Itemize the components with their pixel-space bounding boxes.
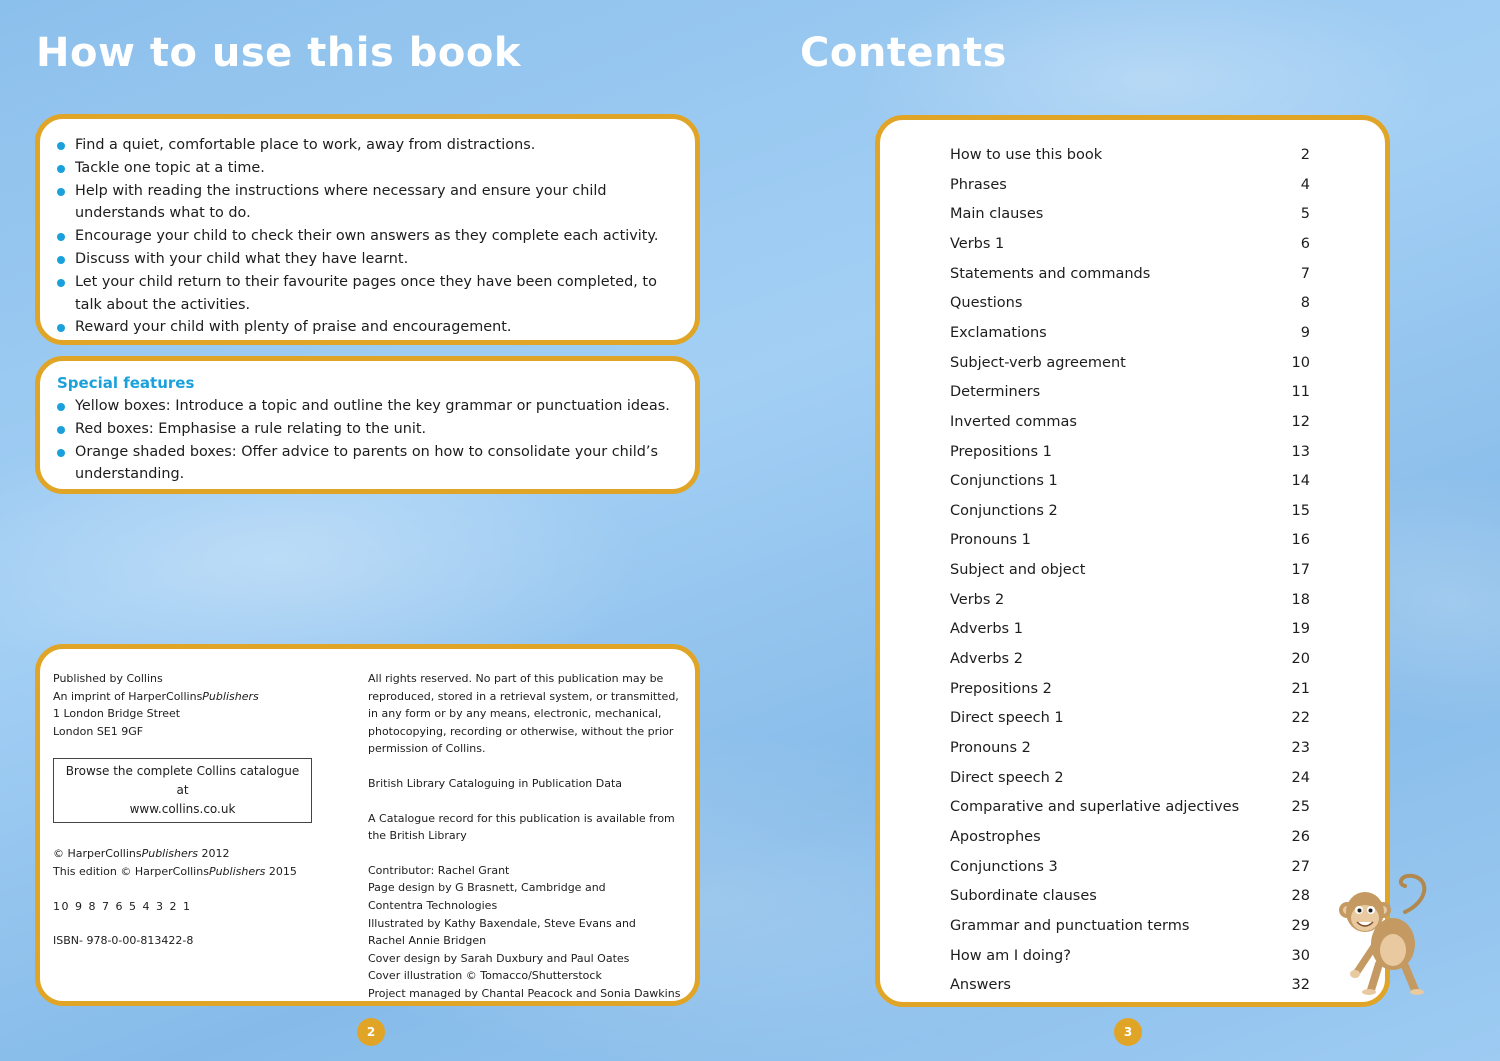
special-features-box	[35, 356, 700, 494]
special-features-list	[57, 395, 679, 486]
contents-page-number: 18	[1291, 591, 1310, 608]
special-feature-item: Red boxes: Emphasise a rule relating to the unit.	[57, 418, 679, 441]
contents-title: Direct speech 2	[950, 769, 1064, 786]
contents-row	[950, 411, 1310, 433]
credits-list	[368, 862, 690, 1003]
contents-row	[950, 648, 1310, 670]
contents-row	[950, 678, 1310, 700]
published-by: Published by Collins	[53, 672, 163, 685]
credit-line: Contentra Technologies	[368, 898, 498, 912]
contents-title: How am I doing?	[950, 947, 1071, 964]
contents-row	[950, 203, 1310, 225]
tips-box	[35, 114, 700, 345]
credit-line: Page design by G Brasnett, Cambridge and	[368, 881, 606, 895]
tip-item: Reward your child with plenty of praise and encouragement.	[57, 316, 679, 339]
credit-line: Rachel Annie Bridgen	[368, 934, 487, 948]
publisher-box	[35, 644, 700, 1006]
print-line: 10 9 8 7 6 5 4 3 2 1	[53, 899, 192, 913]
contents-row	[950, 174, 1310, 196]
special-feature-item: Yellow boxes: Introduce a topic and outline the key grammar or punctuation ideas.	[57, 395, 679, 418]
contents-row	[950, 589, 1310, 611]
contents-row	[950, 144, 1310, 166]
contents-title: Inverted commas	[950, 413, 1077, 430]
catalogue-record: A Catalogue record for this publication is available from the British Library	[368, 811, 675, 843]
tips-list	[57, 134, 679, 339]
contents-title: Conjunctions 3	[950, 858, 1058, 875]
tip-item: Tackle one topic at a time.	[57, 157, 679, 180]
contents-page-number: 5	[1300, 206, 1310, 223]
credit-line: Project managed by Chantal Peacock and Sonia Dawkins	[368, 986, 681, 1000]
contents-page-number: 10	[1291, 354, 1310, 371]
contents-page-number: 4	[1300, 176, 1310, 193]
contents-title: Pronouns 1	[950, 532, 1031, 549]
contents-row	[950, 233, 1310, 255]
contents-row	[950, 292, 1310, 314]
rights-notice: All rights reserved. No part of this publication may be reproduced, stored in a retrieval system, or transmitted, in any form or by any means, electronic, mechanical, photocopying, recording or otherwise, without the prior permission of Collins.	[368, 672, 679, 756]
contents-title: Adverbs 2	[950, 651, 1023, 668]
credit-line: Illustrated by Kathy Baxendale, Steve Evans and	[368, 916, 636, 930]
tip-item: Help with reading the instructions where necessary and ensure your child understands what to do.	[57, 180, 679, 226]
isbn: ISBN- 978-0-00-813422-8	[53, 934, 194, 948]
contents-page-number: 11	[1291, 384, 1310, 401]
contents-page-number: 26	[1291, 828, 1310, 845]
contents-page-number: 30	[1291, 947, 1310, 964]
contents-page-number: 13	[1291, 443, 1310, 460]
contents-title: Questions	[950, 295, 1023, 312]
contents-page-number: 17	[1291, 562, 1310, 579]
contents-page-number: 14	[1291, 473, 1310, 490]
publisher-right-column	[368, 670, 690, 1003]
contents-row	[950, 826, 1310, 848]
contents-page-number: 29	[1291, 917, 1310, 934]
contents-title: Subject and object	[950, 562, 1086, 579]
contents-title: How to use this book	[950, 147, 1103, 163]
contents-box	[875, 115, 1390, 1007]
credit-line: Cover illustration © Tomacco/Shutterstock	[368, 969, 602, 983]
page-number-left: 2	[357, 1018, 385, 1046]
contents-title: Grammar and punctuation terms	[950, 917, 1190, 934]
credit-line: Cover design by Sarah Duxbury and Paul Oates	[368, 951, 630, 965]
contents-page-number: 12	[1291, 413, 1310, 430]
contents-page-number: 16	[1291, 532, 1310, 549]
contents-row	[950, 441, 1310, 463]
copyright-line-1: © HarperCollinsPublishers 2012	[53, 847, 230, 861]
contents-page-number: 9	[1300, 324, 1310, 341]
page-number-right: 3	[1114, 1018, 1142, 1046]
contents-row	[950, 559, 1310, 581]
contents-title: Prepositions 2	[950, 680, 1052, 697]
monkey-illustration	[1335, 872, 1430, 997]
contents-page-number: 25	[1291, 799, 1310, 816]
contents-title: Comparative and superlative adjectives	[950, 799, 1240, 816]
tip-item: Discuss with your child what they have learnt.	[57, 248, 679, 271]
contents-page-number: 6	[1300, 235, 1310, 252]
contents-title: Subordinate clauses	[950, 888, 1097, 905]
contents-title: Determiners	[950, 384, 1041, 401]
contents-row	[950, 796, 1310, 818]
page-title-contents: Contents	[800, 30, 1007, 76]
contents-row	[950, 945, 1310, 967]
tip-item: Find a quiet, comfortable place to work, away from distractions.	[57, 134, 679, 157]
collins-website-link[interactable]: www.collins.co.uk	[129, 802, 236, 817]
contents-page-number: 15	[1291, 502, 1310, 519]
contents-page-number: 27	[1291, 858, 1310, 875]
contents-page-number: 23	[1291, 740, 1310, 756]
contents-page-number: 32	[1291, 977, 1310, 994]
contents-title: Phrases	[950, 176, 1007, 193]
contents-title: Pronouns 2	[950, 740, 1031, 756]
contents-title: Adverbs 1	[950, 621, 1023, 638]
contents-row	[950, 470, 1310, 492]
tip-item: Encourage your child to check their own answers as they complete each activity.	[57, 225, 679, 248]
browse-text: Browse the complete Collins catalogue at	[65, 764, 300, 798]
publisher-left-column	[53, 670, 333, 950]
contents-page-number: 2	[1300, 147, 1310, 163]
contents-title: Answers	[950, 977, 1011, 994]
contents-page-number: 28	[1291, 888, 1310, 905]
contents-row	[950, 915, 1310, 937]
address-line-1: 1 London Bridge Street	[53, 707, 181, 721]
tip-item: Let your child return to their favourite pages once they have been completed, to talk about the activities.	[57, 271, 679, 317]
contents-row	[950, 322, 1310, 344]
contents-page-number: 8	[1300, 295, 1310, 312]
imprint-line: An imprint of HarperCollinsPublishers	[53, 689, 259, 703]
contents-row	[950, 737, 1310, 759]
contents-title: Subject-verb agreement	[950, 354, 1126, 371]
browse-catalogue-box	[53, 758, 312, 823]
contents-page-number: 21	[1291, 680, 1310, 697]
page-title-how-to-use: How to use this book	[36, 30, 521, 76]
contents-title: Direct speech 1	[950, 710, 1064, 727]
contents-title: Statements and commands	[950, 265, 1151, 282]
contents-row	[950, 974, 1310, 996]
contents-row	[950, 263, 1310, 285]
contents-row	[950, 885, 1310, 907]
credit-line: Contributor: Rachel Grant	[368, 863, 510, 877]
contents-row	[950, 500, 1310, 522]
contents-title: Exclamations	[950, 324, 1047, 341]
contents-row	[950, 381, 1310, 403]
contents-title: Conjunctions 1	[950, 473, 1058, 490]
contents-title: Prepositions 1	[950, 443, 1052, 460]
contents-title: Verbs 1	[950, 235, 1005, 252]
contents-row	[950, 352, 1310, 374]
contents-title: Main clauses	[950, 206, 1044, 223]
contents-page-number: 22	[1291, 710, 1310, 727]
address-line-2: London SE1 9GF	[53, 724, 144, 738]
contents-row	[950, 707, 1310, 729]
contents-title: Apostrophes	[950, 828, 1041, 845]
contents-row	[950, 618, 1310, 640]
contents-row	[950, 529, 1310, 551]
special-features-title: Special features	[57, 374, 195, 392]
copyright-line-2: This edition © HarperCollinsPublishers 2015	[53, 864, 297, 878]
contents-page-number: 19	[1291, 621, 1310, 638]
cip-notice: British Library Cataloguing in Publication Data	[368, 776, 623, 790]
contents-page-number: 20	[1291, 651, 1310, 668]
contents-page-number: 7	[1300, 265, 1310, 282]
contents-row	[950, 856, 1310, 878]
contents-title: Conjunctions 2	[950, 502, 1058, 519]
special-feature-item: Orange shaded boxes: Offer advice to parents on how to consolidate your child’s understanding.	[57, 441, 679, 487]
contents-title: Verbs 2	[950, 591, 1005, 608]
contents-row	[950, 767, 1310, 789]
contents-page-number: 24	[1291, 769, 1310, 786]
